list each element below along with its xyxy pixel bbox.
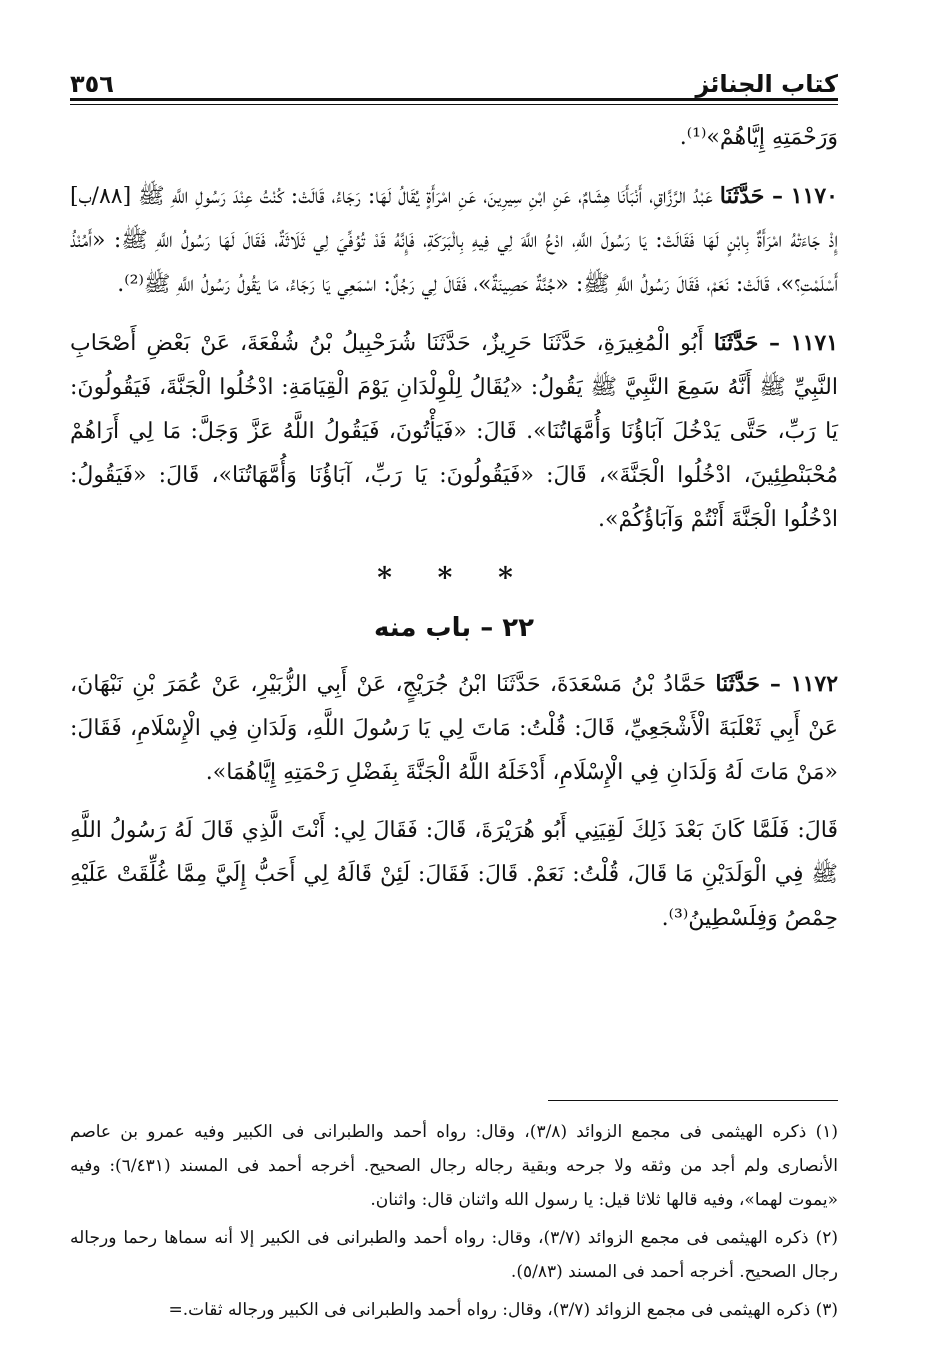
book-title: كتاب الجنائز: [695, 70, 838, 98]
hadith-1170-text: عَبْدُ الرَّزَّاقِ، أَنْبَأَنَا هِشَامٌ، عَنِ ابْنِ سِيرِينَ، عَنِ امْرَأَةٍ يُقَالُ لَهَا: رَجَاءُ، قَالَتْ: كُنْتُ عِنْدَ رَسُولِ اللَّهِ ﷺ [٨٨/ب] إِذْ جَاءَتْهُ امْرَأَةٌ بِابْنٍ لَهَا فَقَالَتْ: يَا رَسُولَ اللَّهِ، ادْعُ اللَّهَ لِي فِيهِ بِالْبَرَكَةِ، فَإِنَّهُ قَدْ تُوُفِّيَ لِي ثَلَاثَةٌ، فَقَالَ لَهَا رَسُولُ اللَّهِ ﷺ: «أَمُنْذُ أَسْلَمْتِ؟»، قَالَتْ: نَعَمْ، فَقَالَ رَسُولُ اللَّهِ ﷺ: «جُنَّةٌ حَصِينَةٌ»، فَقَالَ لِي رَجُلٌ: اسْمَعِي يَا رَجَاءُ، مَا يَقُولُ رَسُولُ اللَّهِ ﷺ⁽²⁾.: [70, 184, 838, 297]
chapter-title: ٢٢ – باب منه: [373, 613, 535, 643]
hadith-1170: [70, 174, 838, 307]
footnote-rule: [548, 1100, 838, 1101]
footnote-text: ذكره الهيثمى فى مجمع الزوائد (٣/٧)، وقال: رواه أحمد والطبرانى فى الكبير ورجاله ثقات.=: [168, 1300, 811, 1320]
hadith-1171: [70, 321, 838, 542]
header-rule-thick: [70, 98, 838, 101]
header-rule-thin: [70, 104, 838, 105]
footnote: [70, 1221, 838, 1289]
footnote: [70, 1293, 838, 1327]
footnote-marker: (١): [815, 1122, 838, 1142]
footnote-text: ذكره الهيثمى فى مجمع الزوائد (٣/٧)، وقال: رواه أحمد والطبرانى فى الكبير إلا أنه سماها رحما ورجاله رجال الصحيح. أخرجه أحمد فى المسند (٥/٨٣).: [70, 1228, 838, 1282]
footnotes: [70, 1100, 838, 1331]
continuation-line: وَرَحْمَتِهِ إِيَّاهُمْ»⁽¹⁾.: [679, 125, 838, 150]
footnote-text: ذكره الهيثمى فى مجمع الزوائد (٣/٨)، وقال: رواه أحمد والطبرانى فى الكبير وفيه عمرو بن عاصم الأنصارى ولم أجد من وثقه ولا جرحه وبقية رجاله رجال الصحيح. أخرجه أحمد فى المسند (٦/٤٣١): وفيه «يموت لهما»، وفيه قالها ثلاثا قيل: يا رسول الله واثنان قال: واثنان.: [70, 1122, 839, 1210]
section-separator: * * *: [377, 561, 531, 594]
main-text: [70, 116, 838, 955]
hadith-1172: [70, 662, 838, 795]
page-number: ٣٥٦: [70, 70, 114, 98]
footnote: [70, 1115, 838, 1217]
hadith-1172-continuation: قَالَ: فَلَمَّا كَانَ بَعْدَ ذَلِكَ لَقِيَنِي أَبُو هُرَيْرَةَ، قَالَ: فَقَالَ لِي: أَنْتَ الَّذِي قَالَ لَهُ رَسُولُ اللَّهِ ﷺ فِي الْوَلَدَيْنِ مَا قَالَ، قُلْتُ: نَعَمْ. قَالَ: فَقَالَ: لَئِنْ قَالَهُ لِي أَحَبُّ إِلَيَّ مِمَّا غُلِّقَتْ عَلَيْهِ حِمْصُ وَفِلَسْطِينُ⁽³⁾.: [70, 818, 838, 931]
footnote-marker: (٣): [815, 1300, 838, 1320]
hadith-1172-lead: ١١٧٢ – حَدَّثَنَا: [715, 671, 839, 697]
hadith-1171-text: أَبُو الْمُغِيرَةِ، حَدَّثَنَا حَرِيزٌ، حَدَّثَنَا شُرَحْبِيلُ بْنُ شُفْعَةَ، عَنْ بَعْضِ أَصْحَابِ النَّبِيِّ ﷺ أَنَّهُ سَمِعَ النَّبِيَّ ﷺ يَقُولُ: «يُقَالُ لِلْوِلْدَانِ يَوْمَ الْقِيَامَةِ: ادْخُلُوا الْجَنَّةَ، فَيَقُولُونَ: يَا رَبِّ، حَتَّى يَدْخُلَ آبَاؤُنَا وَأُمَّهَاتُنَا». قَالَ: «فَيَأْتُونَ، فَيَقُولُ اللَّهُ عَزَّ وَجَلَّ: مَا لِي أَرَاهُمْ مُحْبَنْطِئِينَ، ادْخُلُوا الْجَنَّةَ»، قَالَ: «فَيَقُولُونَ: يَا رَبِّ، آبَاؤُنَا وَأُمَّهَاتُنَا»، قَالَ: «فَيَقُولُ: ادْخُلُوا الْجَنَّةَ أَنْتُمْ وَآبَاؤُكُمْ».: [70, 331, 838, 532]
hadith-1172-text: حَمَّادُ بْنُ مَسْعَدَةَ، حَدَّثَنَا ابْنُ جُرَيْجٍ، عَنْ أَبِي الزُّبَيْرِ، عَنْ عُمَرَ بْنِ نَبْهَانَ، عَنْ أَبِي ثَعْلَبَةَ الْأَشْجَعِيِّ، قَالَ: قُلْتُ: مَاتَ لِي يَا رَسُولَ اللَّهِ، وَلَدَانِ فِي الْإِسْلَامِ، فَقَالَ: «مَنْ مَاتَ لَهُ وَلَدَانِ فِي الْإِسْلَامِ، أَدْخَلَهُ اللَّهُ الْجَنَّةَ بِفَضْلِ رَحْمَتِهِ إِيَّاهُمَا».: [70, 672, 838, 785]
footnote-marker: (٢): [815, 1228, 838, 1248]
hadith-1170-lead: ١١٧٠ – حَدَّثَنَا: [719, 183, 838, 209]
book-page: [70, 52, 838, 1342]
hadith-1171-lead: ١١٧١ – حَدَّثَنَا: [713, 330, 839, 356]
page-header: [70, 52, 838, 98]
